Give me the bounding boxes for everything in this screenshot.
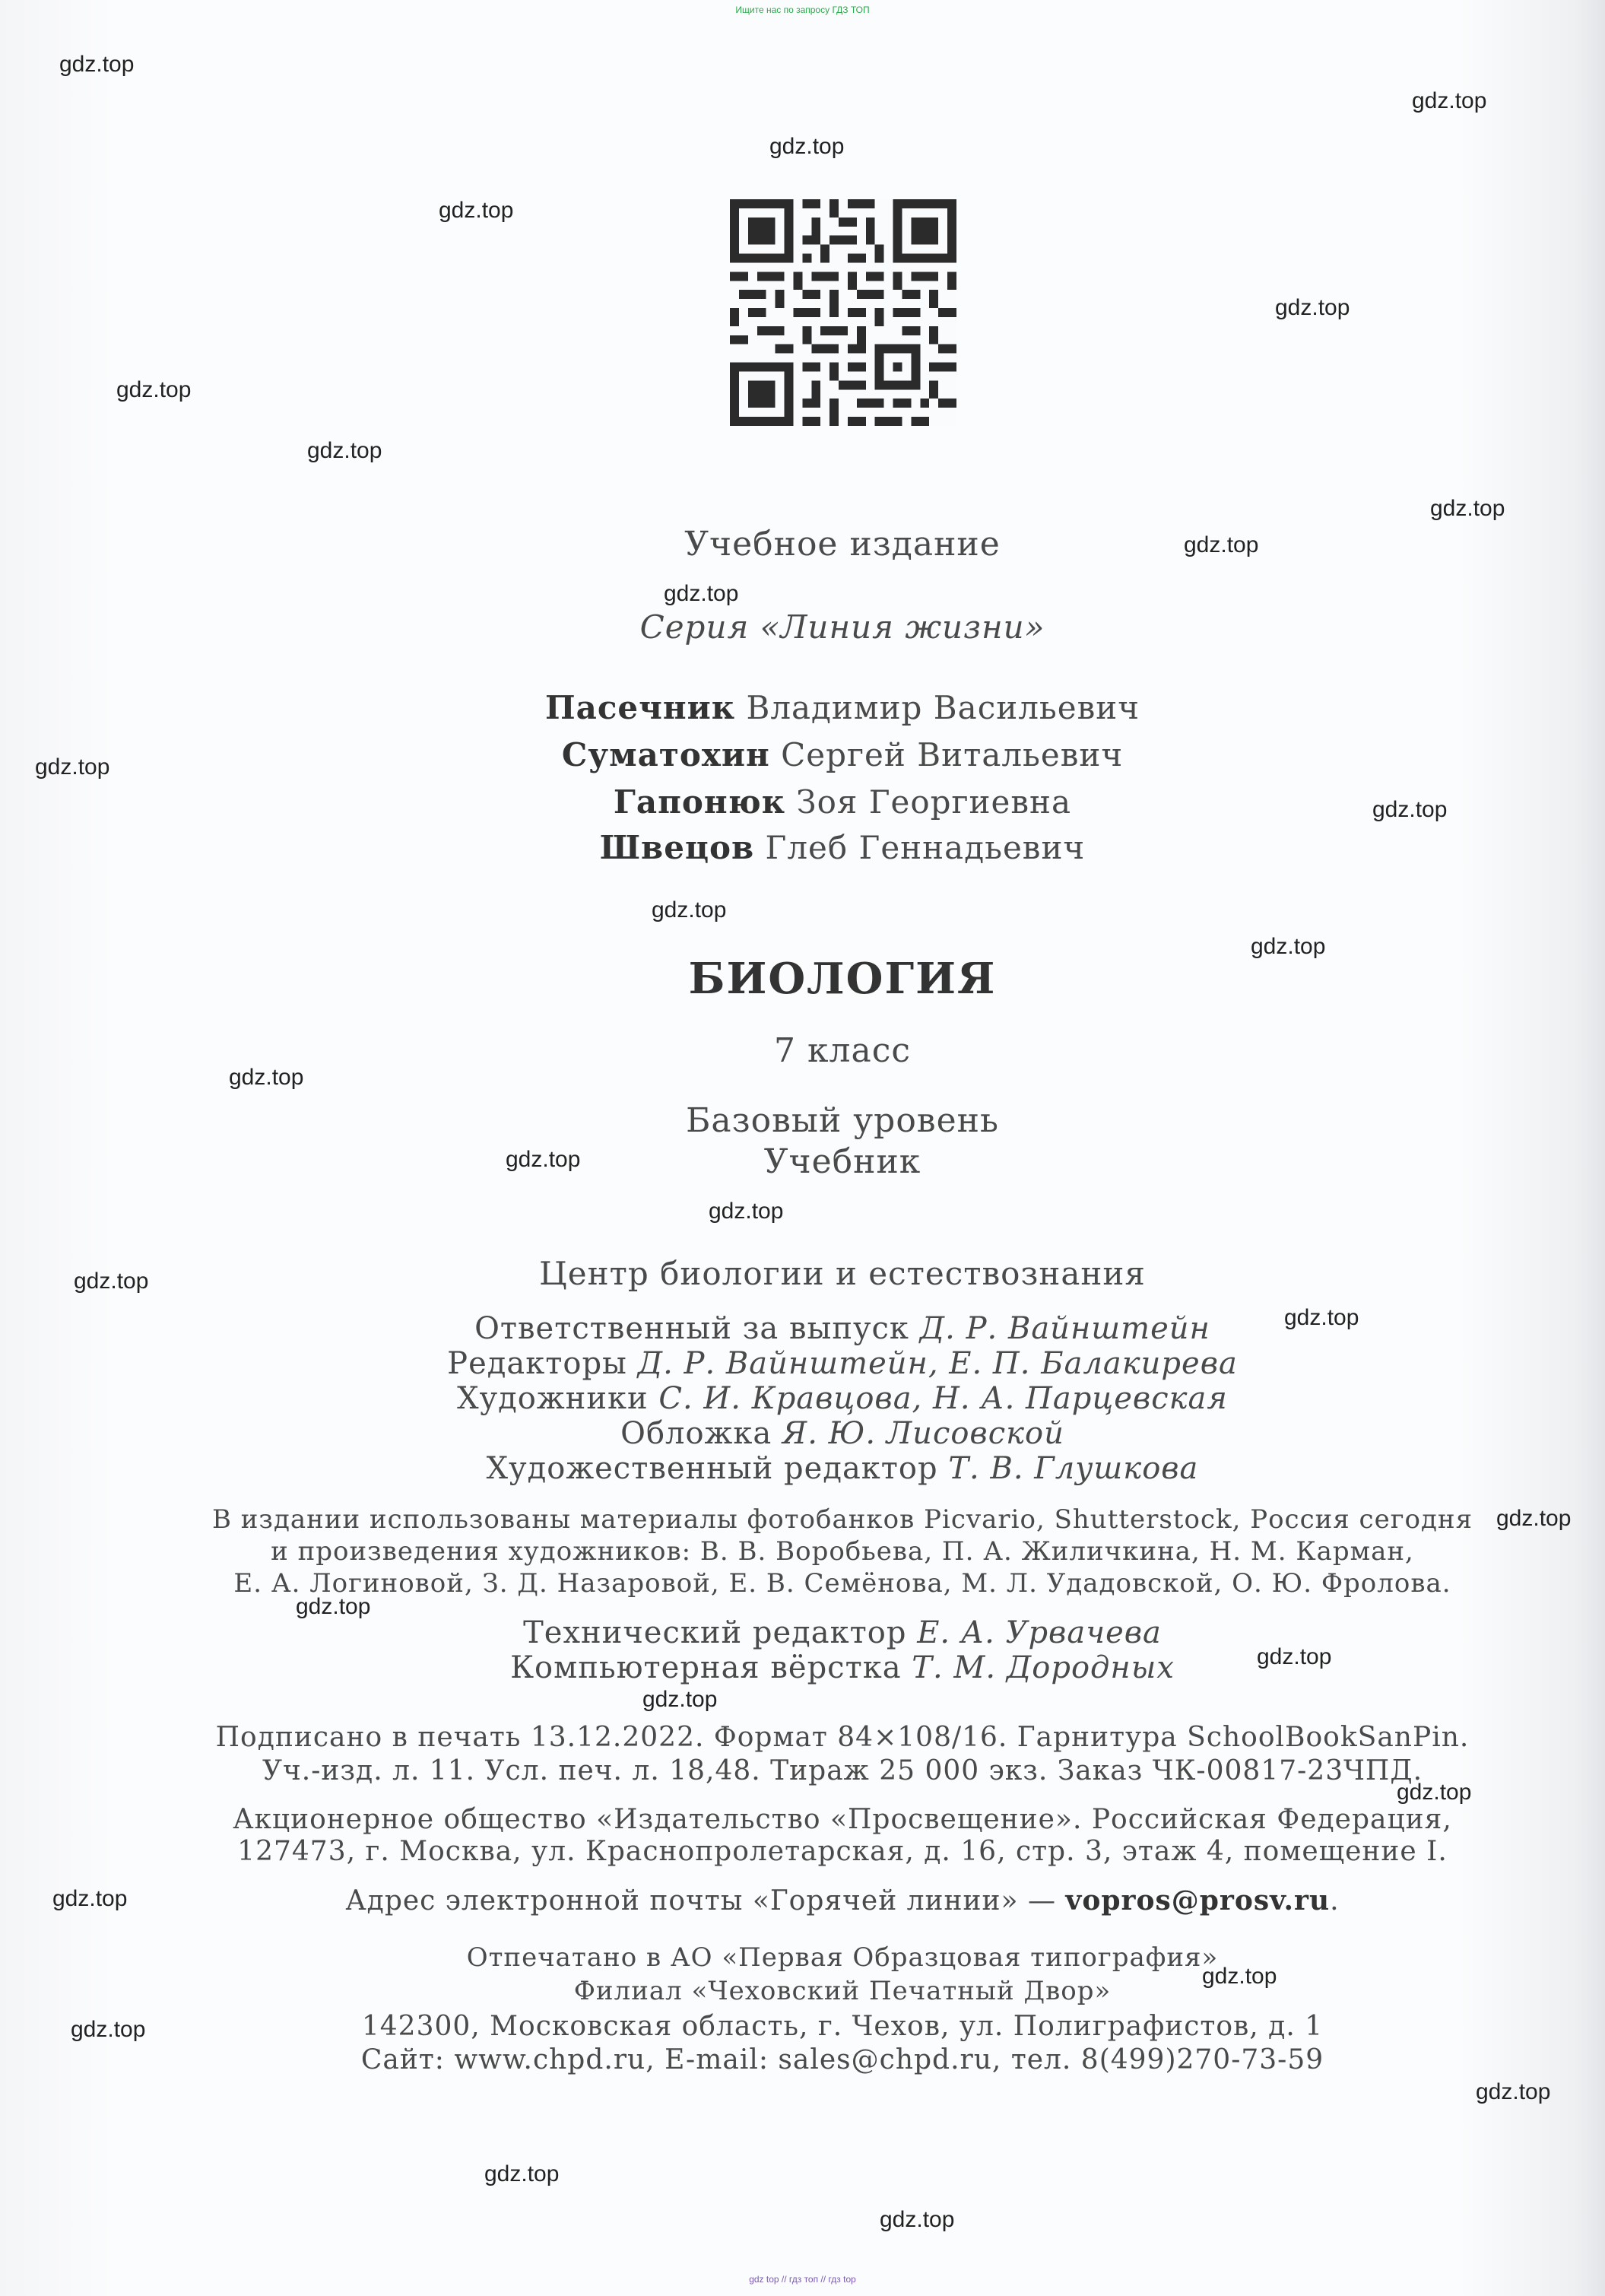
- credit-line: [474, 1311, 1210, 1346]
- credit-person: Д. Р. Вайнштейн, Е. П. Балакирева: [637, 1346, 1238, 1381]
- author-surname: Гапонюк: [613, 783, 786, 821]
- credit-line: [620, 1416, 1064, 1451]
- author-line: [600, 829, 1085, 866]
- print-info-line: Подписано в печать 13.12.2022. Формат 84×108/16. Гарнитура SchoolBookSanPin.: [215, 1722, 1470, 1753]
- bottom-site-note[interactable]: gdz top // гдз топ // гдз top: [749, 2274, 856, 2285]
- credit-role: Технический редактор: [523, 1615, 907, 1650]
- hotline-email[interactable]: vopros@prosv.ru: [1065, 1885, 1331, 1917]
- edition-type: Учебное издание: [684, 525, 1001, 564]
- hotline-end: .: [1330, 1885, 1340, 1917]
- author-line: [562, 736, 1123, 773]
- level: Базовый уровень: [686, 1101, 999, 1140]
- watermark: gdz.top: [307, 438, 382, 463]
- credit-role: Редакторы: [447, 1346, 627, 1381]
- credit-person: С. И. Кравцова, Н. А. Парцевская: [658, 1381, 1228, 1416]
- author-surname: Пасечник: [544, 689, 736, 726]
- watermark: gdz.top: [880, 2207, 955, 2232]
- credit-role: Художники: [457, 1381, 649, 1416]
- tech-credit-line: [523, 1615, 1162, 1650]
- watermark: gdz.top: [1430, 496, 1505, 521]
- tech-credit-line: [510, 1650, 1175, 1685]
- credit-person: Т. В. Глушкова: [948, 1451, 1199, 1486]
- author-surname: Швецов: [599, 829, 755, 866]
- hotline-label: Адрес электронной почты «Горячей линии» —: [345, 1885, 1066, 1917]
- watermark: gdz.top: [1184, 532, 1259, 557]
- credit-person: Е. А. Урвачева: [917, 1615, 1162, 1650]
- watermark: gdz.top: [439, 198, 514, 223]
- watermark: gdz.top: [1476, 2079, 1551, 2104]
- credit-person: Д. Р. Вайнштейн: [919, 1311, 1210, 1346]
- watermark: gdz.top: [506, 1147, 581, 1172]
- watermark: gdz.top: [1284, 1305, 1359, 1330]
- printer-line: 142300, Московская область, г. Чехов, ул. Полиграфистов, д. 1: [361, 2011, 1324, 2042]
- publisher-line: 127473, г. Москва, ул. Краснопролетарская, д. 16, стр. 3, этаж 4, помещение I.: [237, 1836, 1448, 1867]
- author-name: Сергей Витальевич: [781, 736, 1124, 773]
- watermark: gdz.top: [71, 2017, 146, 2042]
- grade: 7 класс: [774, 1031, 911, 1070]
- hotline: [345, 1885, 1339, 1917]
- watermark: gdz.top: [296, 1594, 371, 1619]
- printer-line: Сайт: www.chpd.ru, E-mail: sales@chpd.ru, тел. 8(499)270-73-59: [360, 2044, 1324, 2075]
- watermark: gdz.top: [52, 1886, 128, 1911]
- watermark: gdz.top: [229, 1065, 304, 1090]
- credit-person: Т. М. Дородных: [912, 1650, 1175, 1685]
- watermark: gdz.top: [1412, 88, 1487, 113]
- watermark: gdz.top: [74, 1269, 149, 1294]
- watermark: gdz.top: [1496, 1506, 1572, 1531]
- watermark: gdz.top: [664, 581, 739, 606]
- credit-role: Ответственный за выпуск: [474, 1311, 909, 1346]
- watermark: gdz.top: [642, 1687, 718, 1712]
- top-search-note: Ищите нас по запросу ГДЗ ТОП: [735, 5, 870, 15]
- credit-role: Художественный редактор: [486, 1451, 938, 1486]
- watermark: gdz.top: [1372, 797, 1448, 822]
- printer-line: Филиал «Чеховский Печатный Двор»: [573, 1976, 1112, 2006]
- watermark: gdz.top: [1257, 1644, 1332, 1669]
- author-line: [614, 783, 1071, 821]
- credit-person: Я. Ю. Лисовской: [782, 1416, 1064, 1451]
- watermark: gdz.top: [1397, 1780, 1472, 1805]
- watermark: gdz.top: [709, 1199, 784, 1224]
- printer-line: Отпечатано в АО «Первая Образцовая типография»: [466, 1942, 1219, 1973]
- author-surname: Суматохин: [561, 736, 770, 773]
- watermark: gdz.top: [769, 134, 845, 159]
- credit-role: Компьютерная вёрстка: [510, 1650, 902, 1685]
- materials-line: Е. А. Логиновой, З. Д. Назаровой, Е. В. Семёнова, М. Л. Удадовской, О. Ю. Фролова.: [233, 1568, 1451, 1599]
- watermark: gdz.top: [484, 2161, 560, 2186]
- watermark: gdz.top: [1251, 934, 1326, 959]
- author-name: Глеб Геннадьевич: [765, 829, 1086, 866]
- watermark: gdz.top: [116, 377, 192, 402]
- author-name: Владимир Васильевич: [746, 689, 1140, 726]
- credit-line: [457, 1381, 1228, 1416]
- watermark: gdz.top: [1202, 1964, 1277, 1989]
- credit-role: Обложка: [620, 1416, 772, 1451]
- book-type: Учебник: [763, 1142, 921, 1181]
- credit-line: [447, 1346, 1238, 1381]
- publisher-line: Акционерное общество «Издательство «Просвещение». Российская Федерация,: [233, 1804, 1452, 1835]
- print-info-line: Уч.-изд. л. 11. Усл. печ. л. 18,48. Тираж 25 000 экз. Заказ ЧК-00817-23ЧПД.: [262, 1755, 1423, 1786]
- watermark: gdz.top: [1275, 295, 1350, 320]
- credit-line: [487, 1451, 1199, 1486]
- watermark: gdz.top: [652, 897, 727, 923]
- series-name: Серия «Линия жизни»: [639, 608, 1045, 646]
- watermark: gdz.top: [35, 754, 110, 780]
- center-name: Центр биологии и естествознания: [539, 1255, 1146, 1292]
- qr-code: [730, 199, 956, 426]
- author-name: Зоя Георгиевна: [796, 783, 1072, 821]
- book-title: БИОЛОГИЯ: [688, 954, 997, 1004]
- watermark: gdz.top: [59, 52, 135, 77]
- materials-line: В издании использованы материалы фотобанков Picvario, Shutterstock, Россия сегодня: [211, 1504, 1473, 1535]
- author-line: [545, 689, 1140, 726]
- materials-line: и произведения художников: В. В. Воробьева, П. А. Жиличкина, Н. М. Карман,: [271, 1536, 1414, 1567]
